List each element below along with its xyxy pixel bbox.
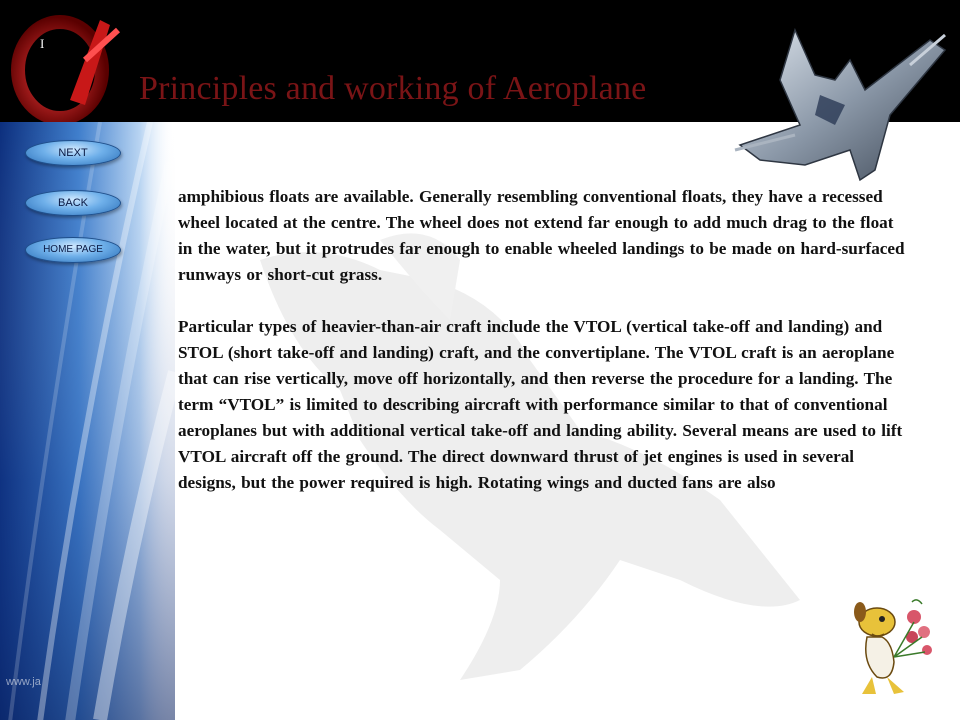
watermark-url: www.ja bbox=[6, 676, 41, 688]
home-page-button[interactable]: HOME PAGE bbox=[25, 237, 121, 263]
main-content bbox=[178, 184, 913, 522]
paragraph-vtol: Particular types of heavier-than-air craft include the VTOL (vertical take-off and landing) and STOL (short take-off and landing) craft, and the convertiplane. The VTOL craft is an aeroplane that can rise vertically, move off horizontally, and then reverse the procedure for a landing. The term “VTOL” is limited to describing aircraft with performance similar to that of conventional aeroplanes but with additional vertical take-off and landing ability. Several means are used to lift VTOL aircraft off the ground. The direct downward thrust of jet engines is used in several designs, but the power required is high. Rotating wings and ducted fans are also bbox=[178, 317, 903, 492]
stylized-a-logo-icon bbox=[0, 0, 140, 122]
back-button[interactable]: BACK bbox=[25, 190, 121, 216]
next-button[interactable]: NEXT bbox=[25, 140, 121, 166]
fighter-jet-icon bbox=[700, 20, 960, 195]
logo-letter: I bbox=[40, 36, 45, 51]
paragraph-amphibious-floats: amphibious floats are available. Generally resembling conventional floats, they have a recessed wheel located at the centre. The wheel does not extend far enough to add much drag to the float in the water, but it protrudes far enough to enable wheeled landings to be made on hard-surfaced runways or short-cut grass. bbox=[178, 187, 905, 284]
page-title: Principles and working of Aeroplane bbox=[139, 70, 647, 107]
cartoon-dog-with-flowers-icon bbox=[832, 592, 942, 702]
